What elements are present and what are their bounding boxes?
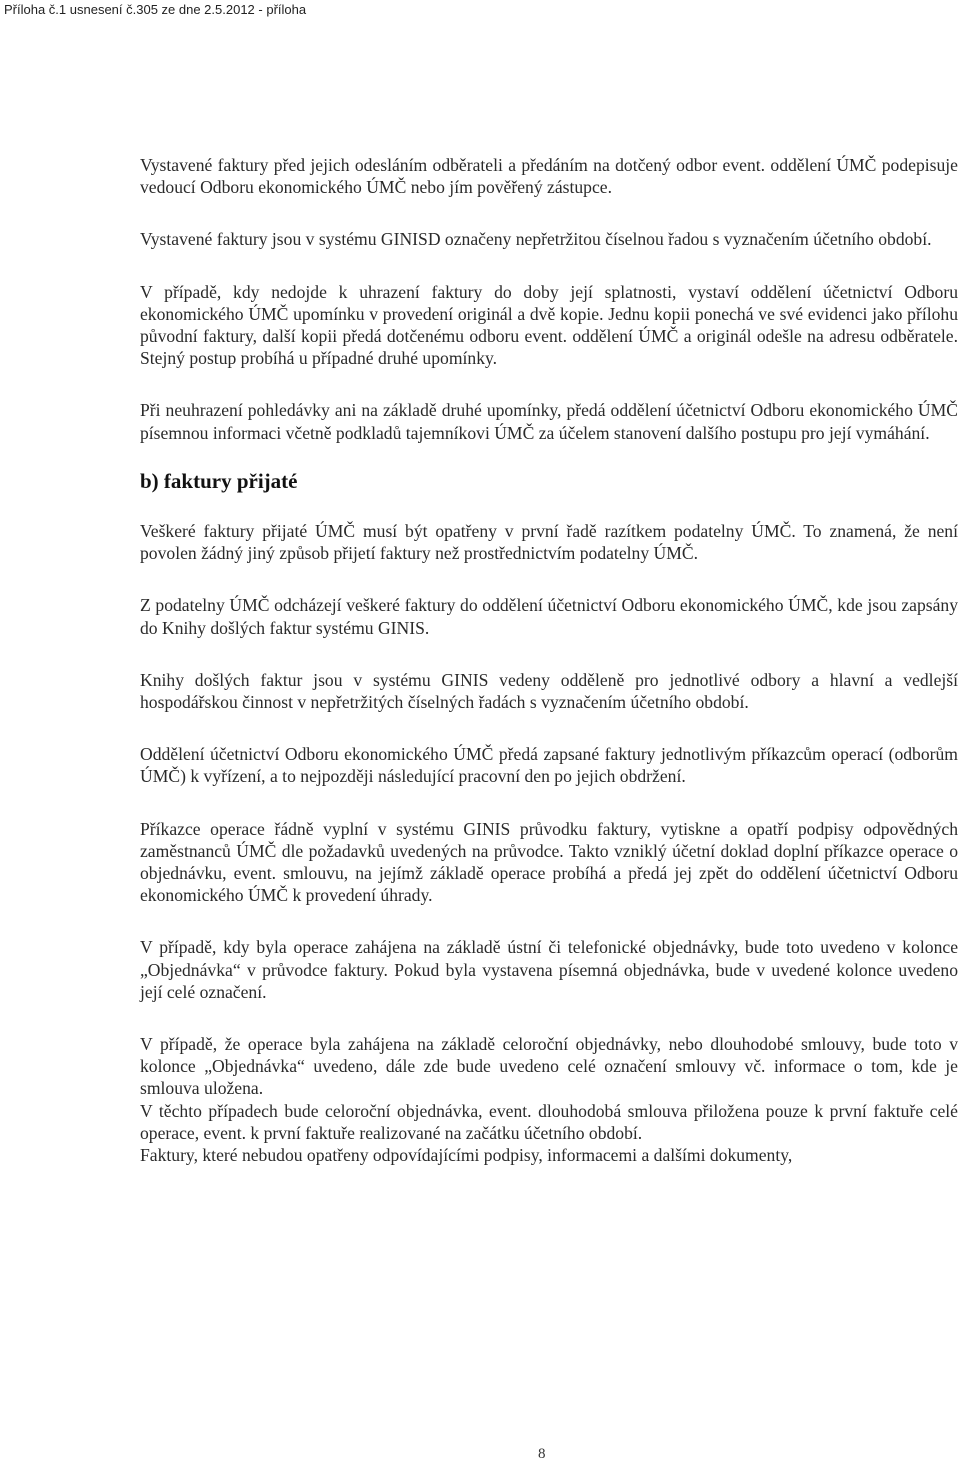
- paragraph-invoice-numbering: Vystavené faktury jsou v systému GINISD označeny nepřetržitou číselnou řadou s vyznačením účetního období.: [140, 229, 932, 250]
- paragraph-attachment: V těchto případech bude celoroční objednávka, event. dlouhodobá smlouva přiložena pouze k první faktuře celé operace, event. k první faktuře realizované na začátku účetního období.: [140, 1100, 958, 1143]
- page-header: Příloha č.1 usnesení č.305 ze dne 2.5.2012 - příloha: [4, 2, 307, 17]
- paragraph-reminder: V případě, kdy nedojde k uhrazení faktury do doby její splatnosti, vystaví oddělení účetnictví Odboru ekonomického ÚMČ upomínku v provedení originál a dvě kopie. Jednu kopii ponechá ve své evidenci jako přílohu původní faktury, další kopii předá dotčenému odboru event. oddělení ÚMČ a originál odešle na adresu odběratele. Stejný postup probíhá u případné druhé upomínky.: [140, 281, 958, 369]
- section-heading: b) faktury přijaté: [140, 468, 298, 493]
- paragraph-invoice-books: Knihy došlých faktur jsou v systému GINIS vedeny odděleně pro jednotlivé odbory a hlavní a vedlejší hospodářskou činnost v nepřetržitých číselných řadách s vyznačením účetního období.: [140, 669, 958, 713]
- paragraph-received-stamp: Veškeré faktury přijaté ÚMČ musí být opatřeny v první řadě razítkem podatelny ÚMČ. To znamená, že není povolen žádný jiný způsob přijetí faktury než prostřednictvím podatelny ÚMČ.: [140, 521, 958, 564]
- paragraph-invoice-signing: Vystavené faktury před jejich odesláním odběrateli a předáním na dotčený odbor event. oddělení ÚMČ podepisuje vedoucí Odboru ekonomického ÚMČ nebo jím pověřený zástupce.: [140, 155, 958, 198]
- document-body: [140, 154, 958, 1166]
- paragraph-registry: Z podatelny ÚMČ odcházejí veškeré faktury do oddělení účetnictví Odboru ekonomického ÚMČ, kde jsou zapsány do Knihy došlých faktur systému GINIS.: [140, 595, 958, 638]
- paragraph-handover: Oddělení účetnictví Odboru ekonomického ÚMČ předá zapsané faktury jednotlivým příkazcům operací (odborům ÚMČ) k vyřízení, a to nejpozději následující pracovní den po jejich obdržení.: [140, 744, 958, 787]
- paragraph-incomplete-invoices: Faktury, které nebudou opatřeny odpovídajícími podpisy, informacemi a dalšími dokumenty,: [140, 1145, 793, 1166]
- page-number: 8: [538, 1446, 546, 1462]
- paragraph-cover-sheet: Příkazce operace řádně vyplní v systému GINIS průvodku faktury, vytiskne a opatří podpisy odpovědných zaměstnanců ÚMČ dle požadavků uvedených na průvodce. Takto vzniklý účetní doklad doplní příkazce operace o objednávku, event. smlouvu, na jejímž základě operace probíhá a předá jej zpět do oddělení účetnictví Odboru ekonomického ÚMČ k provedení úhrady.: [140, 818, 958, 906]
- paragraph-unpaid-claim: Při neuhrazení pohledávky ani na základě druhé upomínky, předá oddělení účetnictví Odboru ekonomického ÚMČ písemnou informaci včetně podkladů tajemníkovi ÚMČ za účelem stanovení dalšího postupu pro její vymáhání.: [140, 400, 958, 443]
- paragraph-oral-order: V případě, kdy byla operace zahájena na základě ústní či telefonické objednávky, bude toto uvedeno v kolonce „Objednávka“ v průvodce faktury. Pokud byla vystavena písemná objednávka, bude v uvedené kolonce uvedeno její celé označení.: [140, 937, 958, 1002]
- paragraph-annual-order: V případě, že operace byla zahájena na základě celoroční objednávky, nebo dlouhodobé smlouvy, bude toto v kolonce „Objednávka“ uvedeno, dále zde bude uvedeno celé označení smlouvy vč. informace o tom, kde je smlouva uložena.: [140, 1034, 958, 1099]
